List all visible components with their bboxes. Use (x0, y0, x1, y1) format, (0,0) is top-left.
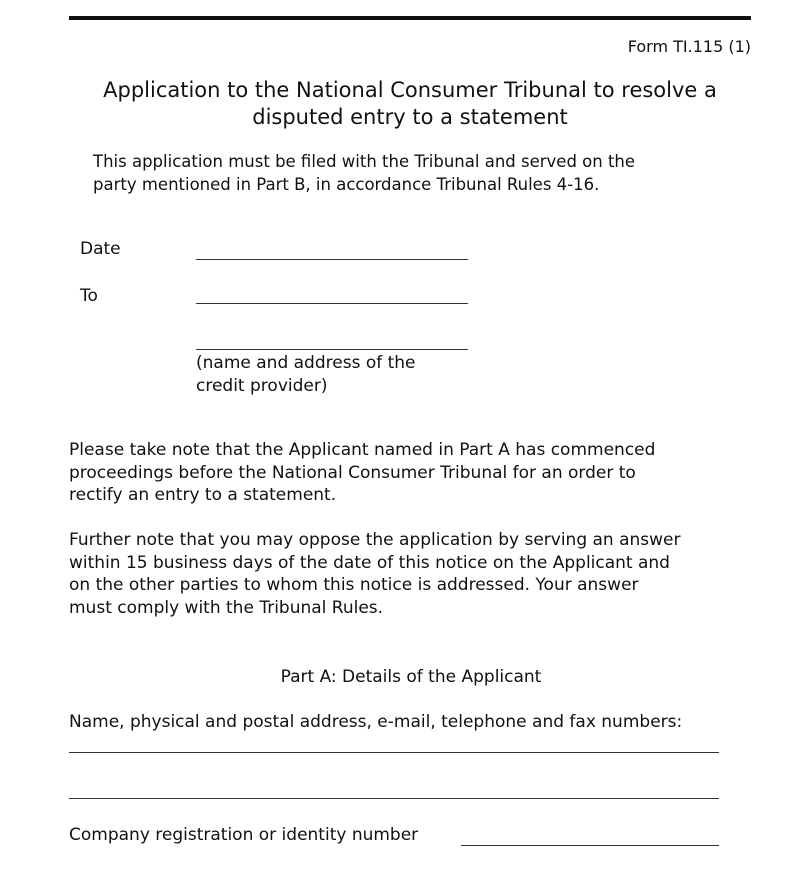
addressee-note-line-1: (name and address of the (196, 353, 416, 373)
date-label: Date (80, 239, 121, 259)
intro-line-2: party mentioned in Part B, in accordance Tribunal Rules 4-16. (93, 175, 600, 194)
notice-paragraph-2 (69, 529, 769, 619)
date-field[interactable] (196, 259, 468, 260)
notice-p1-line-2: proceedings before the National Consumer Tribunal for an order to (69, 462, 636, 483)
notice-p2-line-3: on the other parties to whom this notice is addressed. Your answer (69, 575, 639, 595)
addressee-note-line-2: credit provider) (196, 376, 328, 396)
notice-p2-line-1: Further note that you may oppose the application by serving an answer (69, 530, 681, 550)
to-field-line-1[interactable] (196, 303, 468, 304)
to-field-line-2[interactable] (196, 349, 468, 350)
applicant-details-field-2[interactable] (69, 798, 719, 799)
to-label: To (80, 286, 98, 306)
registration-number-label: Company registration or identity number (69, 825, 419, 845)
part-a-heading: Part A: Details of the Applicant (280, 667, 542, 687)
form-number: Form TI.115 (1) (627, 37, 751, 56)
applicant-name-label: Name, physical and postal address, e-mail, telephone and fax numbers: (69, 712, 683, 732)
form-title-line-1: Application to the National Consumer Tribunal to resolve a (103, 78, 717, 102)
notice-p2-line-2: within 15 business days of the date of this notice on the Applicant and (69, 552, 670, 573)
notice-p1-line-1: Please take note that the Applicant named in Part A has commenced (69, 440, 656, 460)
applicant-details-field-1[interactable] (69, 752, 719, 753)
top-rule (69, 16, 751, 20)
notice-p2-line-4: must comply with the Tribunal Rules. (69, 597, 384, 618)
notice-p1-line-3: rectify an entry to a statement. (69, 485, 337, 505)
addressee-note (196, 352, 496, 398)
notice-paragraph-1 (69, 439, 769, 507)
form-title-line-2: disputed entry to a statement (252, 105, 568, 129)
intro-text (93, 150, 753, 196)
intro-line-1: This application must be filed with the Tribunal and served on the (93, 152, 636, 171)
form-title (40, 77, 780, 131)
registration-number-field[interactable] (461, 845, 719, 846)
